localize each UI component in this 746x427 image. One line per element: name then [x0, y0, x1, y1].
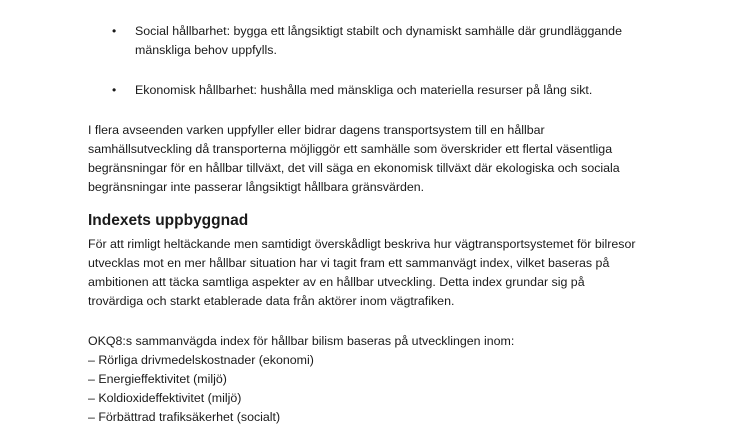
bullet-line: Ekonomisk hållbarhet: hushålla med mänskliga och materiella resurser på lång sikt.: [135, 83, 593, 97]
paragraph-line: I flera avseenden varken uppfyller eller bidrar dagens transportsystem till en hållbar: [88, 123, 545, 137]
section-heading: Indexets uppbyggnad: [88, 212, 249, 229]
bullet-item-economic: [112, 81, 655, 100]
list-item: – Rörliga drivmedelskostnader (ekonomi): [88, 353, 314, 367]
bullet-line: mänskliga behov uppfylls.: [135, 43, 277, 57]
bullet-item-social: [112, 22, 655, 60]
paragraph-line: utvecklas mot en mer hållbar situation har vi tagit fram ett sammanvägt index, vilket baseras på: [88, 256, 610, 270]
paragraph-line: samhällsutveckling då transporterna möjliggör ett samhälle som överskrider ett flertal väsentliga: [88, 142, 613, 156]
paragraph-line: För att rimligt heltäckande men samtidigt överskådligt beskriva hur vägtransportsystemet för bilresor: [88, 237, 636, 251]
list-item: – Energieffektivitet (miljö): [88, 372, 227, 386]
paragraph-line: ambitionen att täcka samtliga aspekter av en hållbar utveckling. Detta index grundar sig på: [88, 275, 585, 289]
list-item: – Förbättrad trafiksäkerhet (socialt): [88, 410, 281, 424]
paragraph-line: begränsningar för en hållbar tillväxt, det vill säga en ekonomisk tillväxt där ekologiska och sociala: [88, 161, 620, 175]
bullet-line: Social hållbarhet: bygga ett långsiktigt stabilt och dynamiskt samhälle där grundläggande: [135, 24, 622, 38]
paragraph-line: begränsningar inte passerar långsiktigt hållbara gränsvärden.: [88, 180, 425, 194]
bullet-marker: •: [112, 24, 117, 38]
paragraph-line: trovärdiga och starkt etablerade data från aktörer inom vägtrafiken.: [88, 294, 455, 308]
list-item: – Koldioxideffektivitet (miljö): [88, 391, 242, 405]
paragraph-transport-system: [88, 121, 668, 197]
paragraph-index-intro: OKQ8:s sammanvägda index för hållbar bilism baseras på utvecklingen inom:: [88, 334, 515, 348]
index-items-list: [88, 351, 668, 427]
paragraph-index-description: [88, 235, 668, 311]
bullet-marker: •: [112, 83, 117, 97]
